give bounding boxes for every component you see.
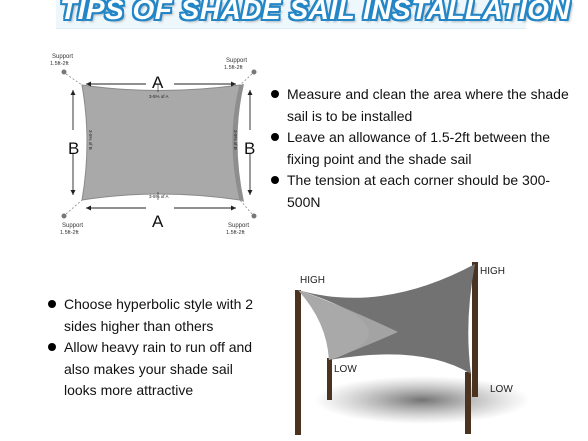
label-low-right: LOW	[490, 384, 513, 395]
support-point-top-right	[252, 70, 257, 75]
support-distance-tr: 1.5ft-2ft	[224, 65, 243, 71]
support-label-tr: Support	[226, 58, 248, 64]
hyperbolic-sail-illustration	[272, 252, 572, 437]
tip-item: Allow heavy rain to run off and also makes your shade sail looks more attractive	[48, 337, 268, 402]
support-distance-bl: 1.5ft-2ft	[60, 230, 79, 236]
sag-a-top: 3-5% of A	[149, 94, 169, 99]
tip-item: Choose hyperbolic style with 2 sides higher than others	[48, 294, 268, 337]
support-distance-br: 1.5ft-2ft	[226, 230, 245, 236]
label-low-left: LOW	[334, 364, 357, 375]
post-front-right	[465, 372, 471, 434]
sag-b-left: 3-5% of B	[88, 130, 93, 150]
side-b-label-right: B	[244, 139, 256, 158]
side-b-label-left: B	[68, 139, 80, 158]
support-distance-tl: 1.5ft-2ft	[50, 61, 69, 67]
support-point-bottom-left	[62, 214, 67, 219]
shade-sail-diagram	[48, 50, 278, 240]
support-point-bottom-right	[252, 214, 257, 219]
page-title: TIPS OF SHADE SAIL INSTALLATION	[60, 0, 571, 25]
post-front-left	[327, 358, 332, 400]
sag-a-bottom: 3-5% of A	[149, 194, 169, 199]
support-label-bl: Support	[62, 223, 84, 229]
support-label-tl: Support	[52, 54, 74, 60]
hyperbolic-tips-list	[48, 294, 268, 402]
support-label-br: Support	[228, 223, 250, 229]
sag-b-right: 3-5% of B	[233, 130, 238, 150]
side-a-label-bottom: A	[152, 212, 164, 231]
tip-item: Leave an allowance of 1.5-2ft between the fixing point and the shade sail	[271, 127, 571, 170]
tip-item: The tension at each corner should be 300-500N	[271, 170, 571, 213]
support-point-top-left	[62, 70, 67, 75]
tip-item: Measure and clean the area where the shade sail is to be installed	[271, 84, 571, 127]
label-high-right: HIGH	[480, 266, 505, 277]
post-back-left	[295, 290, 301, 435]
post-back-right	[472, 262, 478, 397]
sail-shape	[82, 85, 240, 200]
installation-tips-list	[271, 84, 571, 213]
side-a-label-top: A	[152, 73, 164, 92]
label-high-left: HIGH	[300, 275, 325, 286]
